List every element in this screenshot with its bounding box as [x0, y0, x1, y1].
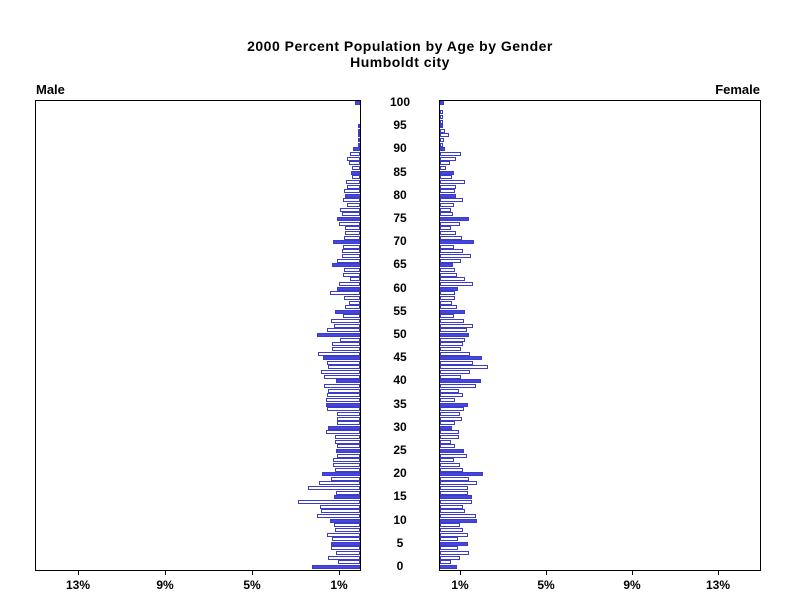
female-bar-age-28 [440, 435, 459, 439]
age-tick-label-5: 5 [396, 536, 404, 550]
male-bar-age-32 [337, 417, 360, 421]
female-bar-age-89 [440, 152, 461, 156]
female-bar-age-58 [440, 296, 455, 300]
age-tick-label-55: 55 [393, 304, 407, 318]
male-bar-age-9 [334, 523, 360, 527]
female-bar-age-46 [440, 352, 470, 356]
female-bar-age-35 [440, 403, 468, 407]
female-bar-age-38 [440, 389, 459, 393]
male-panel [35, 100, 361, 571]
male-bar-age-10 [330, 519, 360, 523]
female-bar-age-54 [440, 314, 454, 318]
male-bar-age-0 [312, 565, 360, 569]
male-bar-age-5 [331, 542, 360, 546]
male-pct-tick-label-13: 13% [65, 578, 91, 592]
male-bar-age-24 [337, 454, 360, 458]
male-bar-age-56 [345, 305, 360, 309]
female-bar-age-17 [440, 486, 468, 490]
female-bar-age-71 [440, 236, 462, 240]
female-bar-age-66 [440, 259, 461, 263]
female-bar-age-39 [440, 384, 476, 388]
female-bar-age-78 [440, 203, 454, 207]
male-bar-age-39 [324, 384, 360, 388]
male-bar-age-77 [340, 208, 360, 212]
female-bar-age-31 [440, 421, 455, 425]
female-bar-age-93 [440, 133, 449, 137]
female-bar-age-97 [440, 115, 443, 119]
male-bar-age-49 [340, 338, 360, 342]
age-tick-label-40: 40 [393, 373, 407, 387]
male-bar-age-93 [358, 133, 360, 137]
male-bar-age-17 [308, 486, 360, 490]
female-bar-age-86 [440, 166, 446, 170]
male-bar-age-16 [336, 491, 360, 495]
female-bar-age-8 [440, 528, 463, 532]
male-bar-age-95 [358, 124, 360, 128]
male-bar-age-67 [342, 254, 360, 258]
female-bar-age-72 [440, 231, 456, 235]
female-bar-age-80 [440, 194, 456, 198]
male-label: Male [36, 82, 65, 97]
female-pct-tick-13 [718, 571, 719, 575]
female-pct-tick-9 [632, 571, 633, 575]
male-bar-age-64 [344, 268, 360, 272]
female-bar-age-74 [440, 222, 460, 226]
age-tick-label-60: 60 [393, 281, 407, 295]
female-bar-age-90 [440, 147, 445, 151]
male-bar-age-69 [343, 245, 360, 249]
age-tick-label-0: 0 [396, 559, 404, 573]
male-bar-age-20 [322, 472, 360, 476]
male-bar-age-61 [339, 282, 360, 286]
female-bar-age-56 [440, 305, 457, 309]
male-bar-age-44 [327, 361, 360, 365]
female-bar-age-29 [440, 430, 459, 434]
female-bar-age-45 [440, 356, 482, 360]
female-pct-tick-1 [460, 571, 461, 575]
male-bar-age-27 [335, 440, 360, 444]
female-bar-age-37 [440, 393, 463, 397]
female-bar-age-40 [440, 379, 481, 383]
male-bar-age-80 [345, 194, 360, 198]
female-bar-age-67 [440, 254, 471, 258]
male-bar-age-85 [351, 171, 360, 175]
chart-title [0, 38, 800, 70]
male-pct-tick-1 [339, 571, 340, 575]
female-bar-age-33 [440, 412, 460, 416]
female-bar-age-12 [440, 509, 465, 513]
male-bar-age-41 [324, 375, 360, 379]
male-bar-age-91 [358, 143, 360, 147]
male-bar-age-52 [334, 324, 360, 328]
female-bar-age-61 [440, 282, 473, 286]
female-bar-age-27 [440, 440, 451, 444]
male-bar-age-45 [323, 356, 360, 360]
female-bar-age-5 [440, 542, 468, 546]
male-bar-age-88 [347, 157, 360, 161]
female-bar-age-64 [440, 268, 455, 272]
female-pct-tick-label-13: 13% [705, 578, 731, 592]
male-bar-age-82 [347, 185, 360, 189]
female-bar-age-47 [440, 347, 461, 351]
male-bar-age-37 [327, 393, 360, 397]
male-bar-age-89 [350, 152, 360, 156]
male-bar-age-31 [337, 421, 360, 425]
male-bar-age-28 [335, 435, 360, 439]
age-tick-label-90: 90 [393, 141, 407, 155]
female-bar-age-100 [440, 101, 444, 105]
male-bar-age-63 [343, 273, 360, 277]
female-bar-age-63 [440, 273, 457, 277]
female-bar-age-34 [440, 407, 464, 411]
male-bar-age-81 [344, 189, 360, 193]
female-bar-age-57 [440, 301, 452, 305]
female-bar-age-10 [440, 519, 477, 523]
male-bar-age-21 [335, 468, 360, 472]
female-bar-age-55 [440, 310, 465, 314]
female-bar-age-20 [440, 472, 483, 476]
female-bar-age-91 [440, 143, 443, 147]
male-bar-age-25 [336, 449, 360, 453]
male-bar-age-33 [337, 412, 360, 416]
female-bar-age-26 [440, 444, 455, 448]
female-bar-age-82 [440, 185, 456, 189]
male-bar-age-36 [326, 398, 360, 402]
male-bar-age-62 [350, 277, 360, 281]
male-bar-age-47 [332, 347, 360, 351]
female-bar-age-60 [440, 287, 458, 291]
male-bar-age-94 [358, 129, 360, 133]
male-bar-age-79 [343, 198, 360, 202]
age-tick-label-10: 10 [393, 513, 407, 527]
male-bar-age-23 [333, 458, 360, 462]
male-bar-age-15 [334, 495, 360, 499]
male-bar-age-38 [328, 389, 360, 393]
male-bar-age-7 [327, 533, 360, 537]
male-bar-age-72 [345, 231, 360, 235]
female-bar-age-41 [440, 375, 461, 379]
age-tick-label-35: 35 [393, 397, 407, 411]
female-bar-age-6 [440, 537, 458, 541]
female-bar-age-21 [440, 468, 463, 472]
male-bar-age-55 [335, 310, 360, 314]
male-bar-age-90 [353, 147, 360, 151]
male-bar-age-60 [337, 287, 360, 291]
female-bar-age-1 [440, 560, 451, 564]
male-bar-age-46 [318, 352, 360, 356]
female-bar-age-85 [440, 171, 454, 175]
male-bar-age-59 [330, 291, 360, 295]
female-bar-age-76 [440, 212, 453, 216]
female-bar-age-52 [440, 324, 473, 328]
male-bar-age-29 [326, 430, 360, 434]
female-bar-age-32 [440, 417, 462, 421]
female-bar-age-94 [440, 129, 445, 133]
male-pct-tick-13 [78, 571, 79, 575]
male-bar-age-50 [317, 333, 360, 337]
age-tick-label-15: 15 [393, 489, 407, 503]
male-bar-age-4 [331, 546, 360, 550]
male-bar-age-86 [352, 166, 360, 170]
female-bar-age-4 [440, 546, 458, 550]
female-bar-age-9 [440, 523, 460, 527]
female-bar-age-59 [440, 291, 455, 295]
female-bar-age-25 [440, 449, 464, 453]
male-pct-tick-5 [252, 571, 253, 575]
female-bar-age-62 [440, 277, 465, 281]
male-bar-age-35 [326, 403, 360, 407]
age-tick-label-65: 65 [393, 257, 407, 271]
female-bar-age-13 [440, 505, 463, 509]
age-tick-label-95: 95 [393, 118, 407, 132]
age-tick-label-50: 50 [393, 327, 407, 341]
male-bar-age-66 [337, 259, 360, 263]
female-bar-age-53 [440, 319, 464, 323]
male-bar-age-70 [333, 240, 360, 244]
female-bar-age-70 [440, 240, 474, 244]
female-bar-age-11 [440, 514, 476, 518]
female-pct-tick-label-9: 9% [623, 578, 641, 592]
female-bar-age-69 [440, 245, 454, 249]
female-bar-age-19 [440, 477, 469, 481]
male-bar-age-57 [349, 301, 360, 305]
male-bar-age-18 [319, 481, 360, 485]
male-bar-age-58 [344, 296, 360, 300]
female-bar-age-7 [440, 533, 468, 537]
male-bar-age-65 [332, 263, 360, 267]
female-pct-tick-label-5: 5% [537, 578, 555, 592]
male-bar-age-6 [332, 537, 360, 541]
chart-title-line1: 2000 Percent Population by Age by Gender [247, 38, 553, 54]
male-pct-tick-label-1: 1% [330, 578, 348, 592]
female-bar-age-96 [440, 120, 443, 124]
female-panel [439, 100, 761, 571]
female-bar-age-16 [440, 491, 468, 495]
male-bar-age-22 [333, 463, 360, 467]
male-bar-age-42 [321, 370, 360, 374]
male-bar-age-78 [347, 203, 360, 207]
male-bar-age-92 [358, 138, 360, 142]
female-bar-age-95 [440, 124, 443, 128]
male-bar-age-53 [331, 319, 360, 323]
male-bar-age-13 [320, 505, 360, 509]
female-bar-age-43 [440, 365, 488, 369]
female-bar-age-48 [440, 342, 463, 346]
male-bar-age-11 [317, 514, 360, 518]
age-tick-label-100: 100 [389, 95, 411, 109]
male-bar-age-1 [338, 560, 360, 564]
male-bar-age-43 [328, 365, 360, 369]
male-bar-age-26 [337, 444, 360, 448]
female-bar-age-50 [440, 333, 469, 337]
male-bar-age-2 [328, 556, 360, 560]
female-bar-age-42 [440, 370, 470, 374]
female-label: Female [715, 82, 760, 97]
female-bar-age-98 [440, 110, 443, 114]
female-bar-age-22 [440, 463, 460, 467]
female-bar-age-51 [440, 328, 467, 332]
female-bar-age-15 [440, 495, 472, 499]
male-bar-age-12 [321, 509, 360, 513]
male-bar-age-71 [344, 236, 360, 240]
chart-title-line2: Humboldt city [350, 54, 450, 70]
female-bar-age-2 [440, 556, 460, 560]
female-bar-age-68 [440, 249, 463, 253]
male-bar-age-76 [342, 212, 360, 216]
male-bar-age-8 [335, 528, 360, 532]
male-pct-tick-label-9: 9% [156, 578, 174, 592]
female-bar-age-73 [440, 226, 451, 230]
female-bar-age-0 [440, 565, 457, 569]
female-bar-age-75 [440, 217, 469, 221]
age-tick-label-85: 85 [393, 165, 407, 179]
male-bar-age-51 [327, 328, 360, 332]
male-bar-age-73 [345, 226, 360, 230]
male-bar-age-84 [352, 175, 360, 179]
female-bar-age-84 [440, 175, 452, 179]
age-tick-label-25: 25 [393, 443, 407, 457]
female-bar-age-3 [440, 551, 469, 555]
male-pct-tick-label-5: 5% [243, 578, 261, 592]
female-pct-tick-label-1: 1% [451, 578, 469, 592]
female-bar-age-83 [440, 180, 465, 184]
male-bar-age-75 [337, 217, 360, 221]
male-pct-tick-9 [165, 571, 166, 575]
female-bar-age-87 [440, 161, 450, 165]
male-bar-age-14 [298, 500, 360, 504]
age-tick-label-80: 80 [393, 188, 407, 202]
female-pct-tick-5 [546, 571, 547, 575]
male-bar-age-40 [336, 379, 360, 383]
age-tick-label-70: 70 [393, 234, 407, 248]
male-bar-age-68 [342, 249, 360, 253]
male-bar-age-3 [336, 551, 360, 555]
female-bar-age-30 [440, 426, 452, 430]
male-bar-age-30 [328, 426, 360, 430]
age-tick-label-20: 20 [393, 466, 407, 480]
female-bar-age-36 [440, 398, 455, 402]
female-bar-age-23 [440, 458, 454, 462]
female-bar-age-49 [440, 338, 465, 342]
male-bar-age-34 [327, 407, 360, 411]
male-bar-age-83 [346, 180, 360, 184]
male-bar-age-19 [331, 477, 360, 481]
female-bar-age-92 [440, 138, 444, 142]
female-bar-age-77 [440, 208, 451, 212]
female-bar-age-18 [440, 481, 477, 485]
age-tick-label-30: 30 [393, 420, 407, 434]
age-tick-label-45: 45 [393, 350, 407, 364]
male-bar-age-87 [349, 161, 360, 165]
male-bar-age-54 [343, 314, 360, 318]
male-bar-age-74 [339, 222, 360, 226]
female-bar-age-44 [440, 361, 473, 365]
female-bar-age-24 [440, 454, 467, 458]
female-bar-age-79 [440, 198, 463, 202]
age-tick-label-75: 75 [393, 211, 407, 225]
male-bar-age-100 [355, 101, 360, 105]
female-bar-age-14 [440, 500, 472, 504]
female-bar-age-88 [440, 157, 456, 161]
female-bar-age-81 [440, 189, 455, 193]
female-bar-age-65 [440, 263, 453, 267]
male-bar-age-48 [332, 342, 360, 346]
